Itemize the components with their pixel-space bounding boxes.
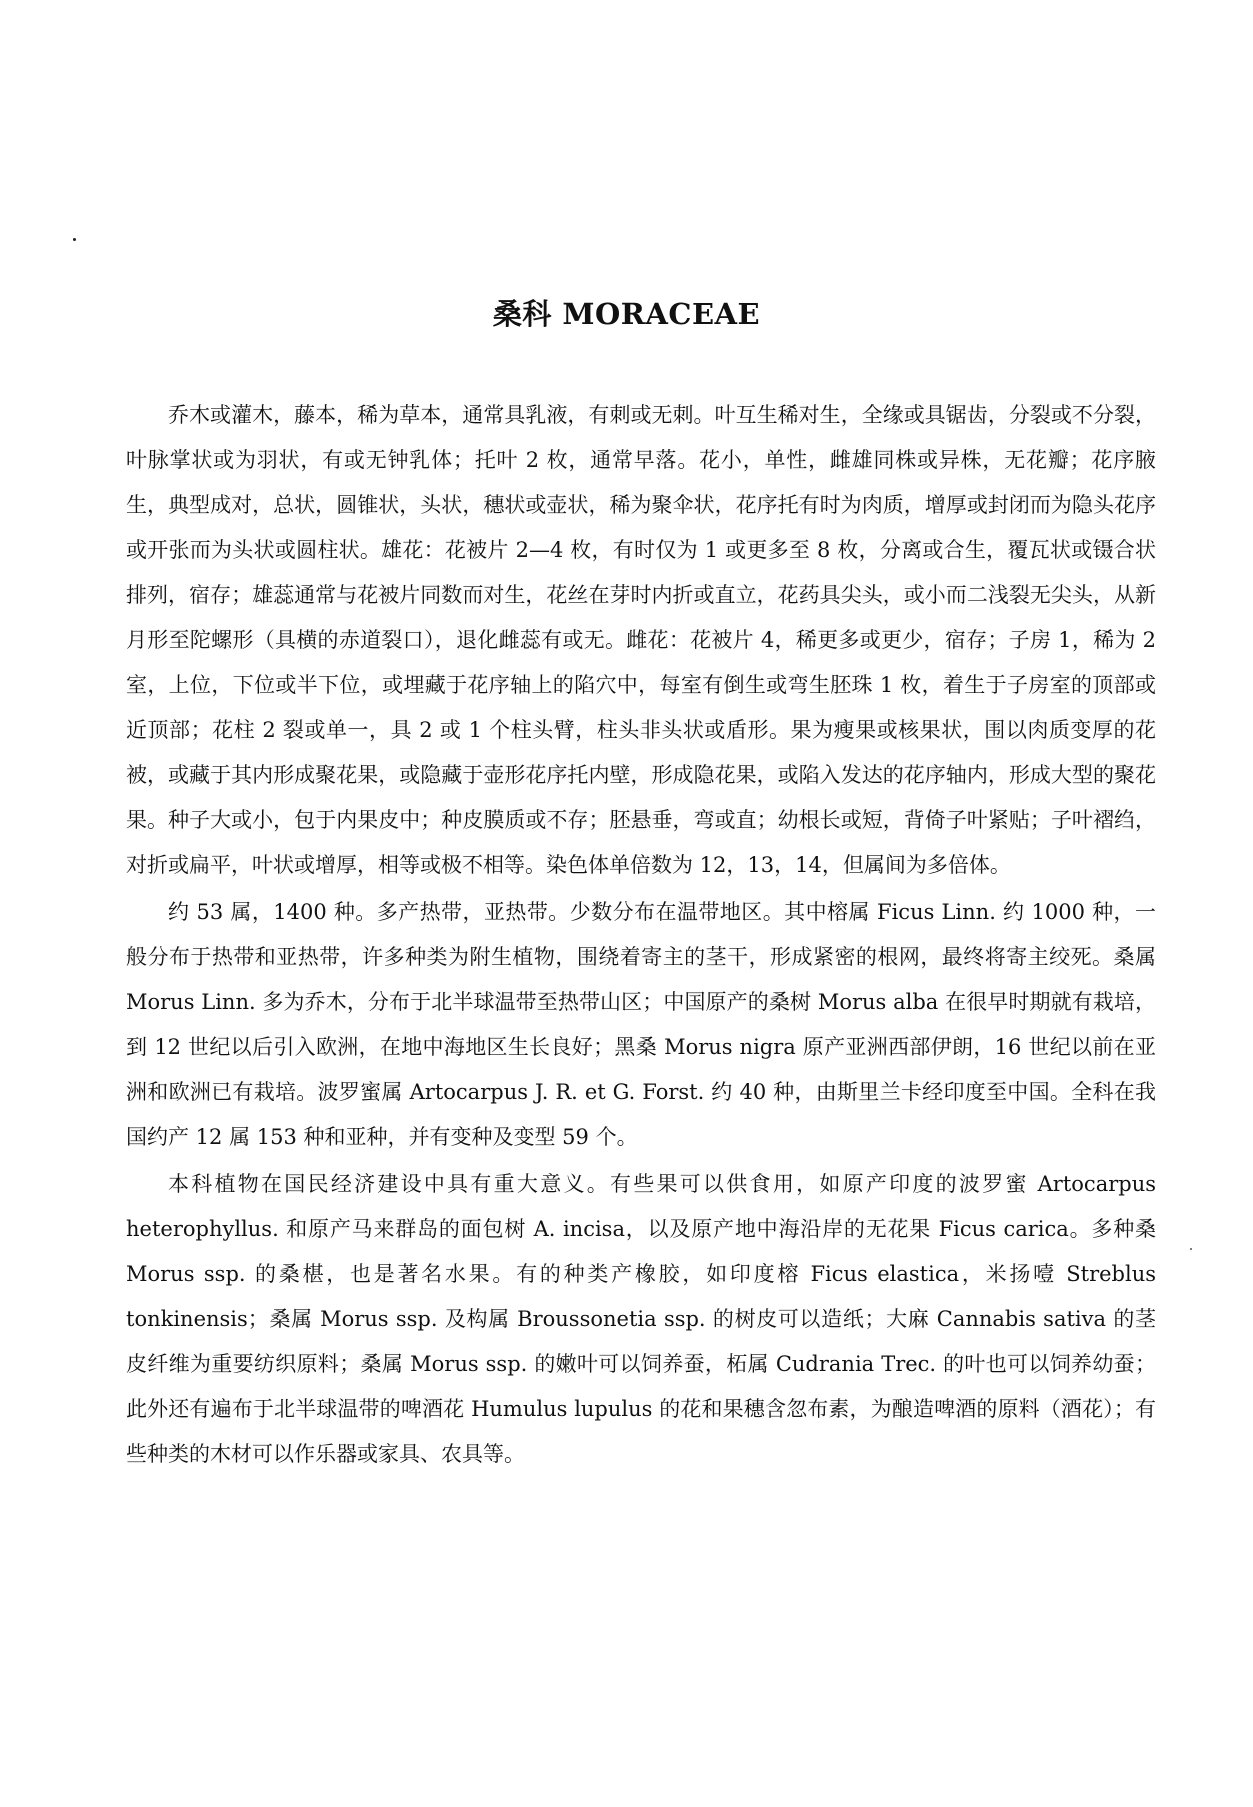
body-text <box>126 393 1156 1479</box>
paragraph-economic-value: 本科植物在国民经济建设中具有重大意义。有些果可以供食用，如原产印度的波罗蜜 Artocarpus heterophyllus. 和原产马来群岛的面包树 A. incisa，以及原产地中海沿岸的无花果 Ficus carica。多种桑 Morus ssp. 的桑椹，也是著名水果。有的种类产橡胶，如印度榕 Ficus elastica，米扬噎 Streblus tonkinensis；桑属 Morus ssp. 及构属 Broussonetia ssp. 的树皮可以造纸；大麻 Cannabis sativa 的茎皮纤维为重要纺织原料；桑属 Morus ssp. 的嫩叶可以饲养蚕，柘属 Cudrania Trec. 的叶也可以饲养幼蚕；此外还有遍布于北半球温带的啤酒花 Humulus lupulus 的花和果穗含忽布素，为酿造啤酒的原料（酒花）；有些种类的木材可以作乐器或家具、农具等。 <box>126 1172 1156 1466</box>
page-title: 桑科 MORACEAE <box>492 297 761 331</box>
paragraph-description: 乔木或灌木，藤本，稀为草本，通常具乳液，有刺或无刺。叶互生稀对生，全缘或具锯齿，分裂或不分裂，叶脉掌状或为羽状，有或无钟乳体；托叶 2 枚，通常早落。花小，单性，雌雄同株或异株，无花瓣；花序腋生，典型成对，总状，圆锥状，头状，穗状或壶状，稀为聚伞状，花序托有时为肉质，增厚或封闭而为隐头花序或开张而为头状或圆柱状。雄花：花被片 2—4 枚，有时仅为 1 或更多至 8 枚，分离或合生，覆瓦状或镊合状排列，宿存；雄蕊通常与花被片同数而对生，花丝在芽时内折或直立，花药具尖头，或小而二浅裂无尖头，从新月形至陀螺形（具横的赤道裂口），退化雌蕊有或无。雌花：花被片 4，稀更多或更少，宿存；子房 1，稀为 2 室，上位，下位或半下位，或埋藏于花序轴上的陷穴中，每室有倒生或弯生胚珠 1 枚，着生于子房室的顶部或近顶部；花柱 2 裂或单一，具 2 或 1 个柱头臂，柱头非头状或盾形。果为瘦果或核果状，围以肉质变厚的花被，或藏于其内形成聚花果，或隐藏于壶形花序托内壁，形成隐花果，或陷入发达的花序轴内，形成大型的聚花果。种子大或小，包于内果皮中；种皮膜质或不存；胚悬垂，弯或直；幼根长或短，背倚子叶紧贴；子叶褶绉，对折或扁平，叶状或增厚，相等或极不相等。染色体单倍数为 12，13，14，但属间为多倍体。 <box>126 403 1156 877</box>
scan-speck <box>73 238 76 241</box>
paragraph-distribution: 约 53 属，1400 种。多产热带，亚热带。少数分布在温带地区。其中榕属 Ficus Linn. 约 1000 种，一般分布于热带和亚热带，许多种类为附生植物，围绕着寄主的茎干，形成紧密的根网，最终将寄主绞死。桑属 Morus Linn. 多为乔木，分布于北半球温带至热带山区；中国原产的桑树 Morus alba 在很早时期就有栽培，到 12 世纪以后引入欧洲，在地中海地区生长良好；黑桑 Morus nigra 原产亚洲西部伊朗，16 世纪以前在亚洲和欧洲已有栽培。波罗蜜属 Artocarpus J. R. et G. Forst. 约 40 种，由斯里兰卡经印度至中国。全科在我国约产 12 属 153 种和亚种，并有变种及变型 59 个。 <box>126 900 1156 1149</box>
scan-speck <box>1190 1248 1192 1250</box>
